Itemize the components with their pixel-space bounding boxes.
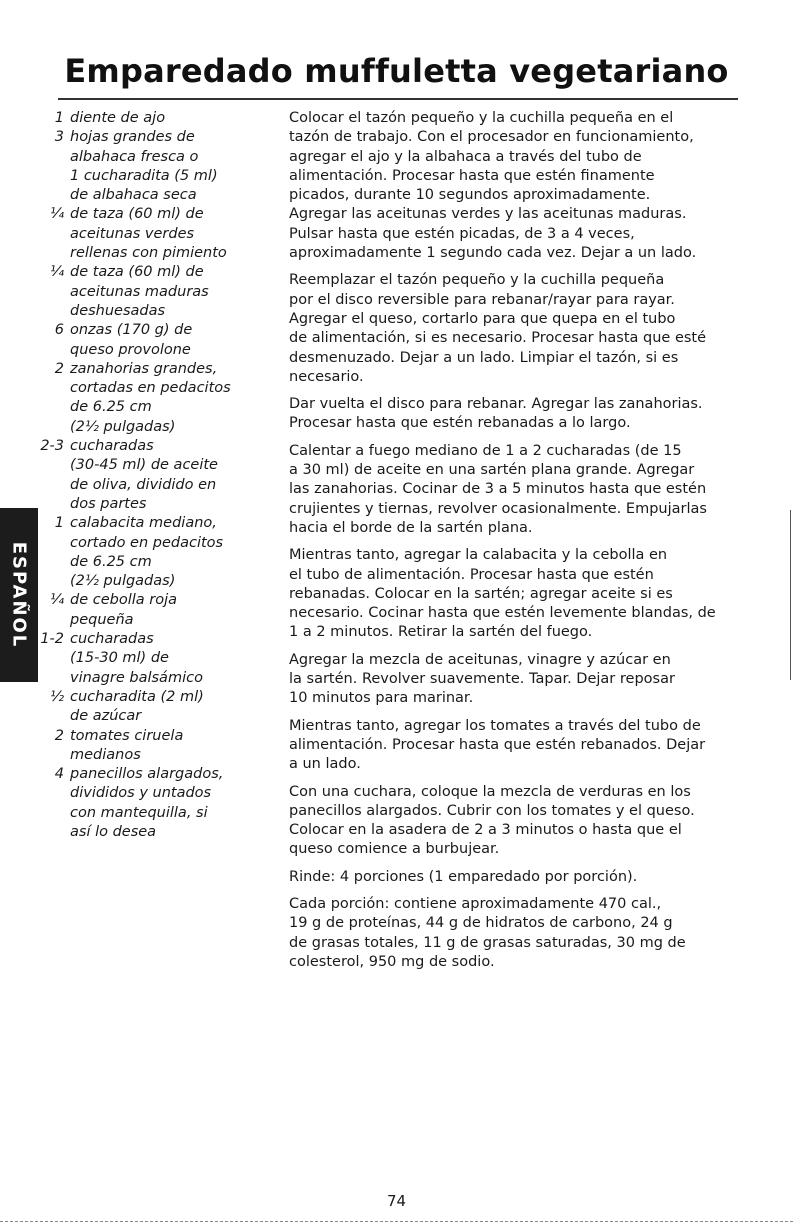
ingredient-text: onzas (170 g) de queso provolone — [70, 322, 193, 358]
page-title: Emparedado muffuletta vegetariano — [64, 52, 729, 90]
ingredient-text: de cebolla roja pequeña — [70, 592, 178, 628]
ingredient-list — [28, 109, 278, 842]
method-paragraph: Cada porción: contiene aproximadamente 470 cal., 19 g de proteínas, 44 g de hidratos de carbono, 24 g de grasas totales, 11 g de grasas saturadas, 30 mg de colesterol, 950 mg de sodio. — [289, 895, 686, 970]
method-paragraph: Mientras tanto, agregar los tomates a través del tubo de alimentación. Procesar hasta que estén rebanados. Dejar a un lado. — [289, 717, 706, 773]
ingredient-quantity: 1 — [54, 515, 64, 532]
ingredient-item — [28, 727, 278, 766]
ingredient-item — [28, 128, 278, 205]
ingredient-quantity: 3 — [54, 129, 64, 146]
ingredient-text: panecillos alargados, divididos y untados con mantequilla, si así lo desea — [70, 766, 224, 840]
method-paragraph: Colocar el tazón pequeño y la cuchilla pequeña en el tazón de trabajo. Con el procesador en funcionamiento, agregar el ajo y la albahaca a través del tubo de alimentación. Procesar hasta que estén finamente picados, durante 10 segundos aproximadamente. Agregar las aceitunas verdes y las aceitunas maduras. Pulsar hasta que estén picadas, de 3 a 4 veces, aproximadamente 1 segundo cada vez. Dejar a un lado. — [289, 110, 697, 262]
ingredient-quantity: 2 — [54, 360, 64, 377]
ingredient-item — [28, 109, 278, 128]
ingredient-quantity: 2 — [54, 727, 64, 744]
ingredient-text: cucharadas (15-30 ml) de vinagre balsámico — [70, 631, 203, 686]
method-paragraph: Reemplazar el tazón pequeño y la cuchilla pequeña por el disco reversible para rebanar/rayar para rayar. Agregar el queso, cortarlo para que quepa en el tubo de alimentación, si es necesario. Procesar hasta que esté desmenuzado. Dejar a un lado. Limpiar el tazón, si es necesario. — [289, 272, 707, 385]
bottom-divider — [0, 1221, 793, 1222]
ingredient-text: cucharadas (30-45 ml) de aceite de oliva, dividido en dos partes — [70, 438, 218, 512]
ingredient-text: cucharadita (2 ml) de azúcar — [70, 688, 204, 725]
ingredient-text: de taza (60 ml) de aceitunas maduras deshuesadas — [70, 264, 209, 319]
ingredient-item — [28, 514, 278, 591]
ingredient-quantity: 4 — [54, 766, 64, 783]
page-number: 74 — [386, 1192, 407, 1210]
ingredient-item — [28, 765, 278, 842]
ingredient-quantity: ¼ — [49, 206, 64, 223]
ingredient-text: diente de ajo — [70, 110, 166, 126]
ingredient-item — [28, 263, 278, 321]
ingredient-quantity: ¼ — [49, 264, 64, 281]
method-paragraph: Calentar a fuego mediano de 1 a 2 cucharadas (de 15 a 30 ml) de aceite en una sartén plana grande. Agregar las zanahorias. Cocinar de 3 a 5 minutos hasta que estén crujientes y tiernas, revolver ocasionalmente. Empujarlas hacia el borde de la sartén plana. — [289, 442, 707, 536]
ingredient-text: calabacita mediano, cortado en pedacitos de 6.25 cm (2½ pulgadas) — [70, 515, 224, 590]
ingredient-text: zanahorias grandes, cortadas en pedacitos de 6.25 cm (2½ pulgadas) — [70, 360, 231, 435]
ingredient-text: hojas grandes de albahaca fresca o 1 cucharadita (5 ml) de albahaca seca — [70, 129, 218, 204]
ingredient-item — [28, 630, 278, 688]
method-paragraph: Agregar la mezcla de aceitunas, vinagre y azúcar en la sartén. Revolver suavemente. Tapar. Dejar reposar 10 minutos para marinar. — [289, 651, 675, 707]
ingredient-item — [28, 591, 278, 630]
ingredient-item — [28, 205, 278, 263]
language-side-tab — [0, 508, 38, 682]
ingredient-quantity: 6 — [54, 322, 64, 339]
ingredient-item — [28, 437, 278, 514]
method-paragraph: Con una cuchara, coloque la mezcla de verduras en los panecillos alargados. Cubrir con los tomates y el queso. Colocar en la asadera de 2 a 3 minutos o hasta que el queso comience a burbujear. — [289, 783, 695, 858]
ingredient-quantity: 2-3 — [40, 438, 64, 455]
ingredient-quantity: 1 — [54, 110, 64, 126]
ingredient-quantity: ¼ — [49, 592, 64, 609]
title-divider — [58, 98, 738, 100]
method-steps — [289, 109, 761, 980]
ingredient-item — [28, 688, 278, 727]
ingredient-quantity: 1-2 — [40, 631, 64, 648]
method-paragraph: Dar vuelta el disco para rebanar. Agregar las zanahorias. Procesar hasta que estén rebanadas a lo largo. — [289, 396, 703, 432]
method-paragraph: Mientras tanto, agregar la calabacita y la cebolla en el tubo de alimentación. Procesar hasta que estén rebanadas. Colocar en la sartén; agregar aceite si es necesario. Cocinar hasta que estén levemente blandas, de 1 a 2 minutos. Retirar la sartén del fuego. — [289, 547, 716, 641]
ingredient-quantity: ½ — [49, 688, 64, 705]
ingredient-item — [28, 321, 278, 360]
language-tab-label: ESPAÑOL — [8, 541, 30, 649]
ingredient-text: tomates ciruela medianos — [70, 727, 184, 763]
method-paragraph: Rinde: 4 porciones (1 emparedado por porción). — [289, 868, 638, 885]
ingredient-item — [28, 360, 278, 437]
ingredient-text: de taza (60 ml) de aceitunas verdes rellenas con pimiento — [70, 206, 227, 262]
page-edge-mark — [790, 510, 791, 680]
